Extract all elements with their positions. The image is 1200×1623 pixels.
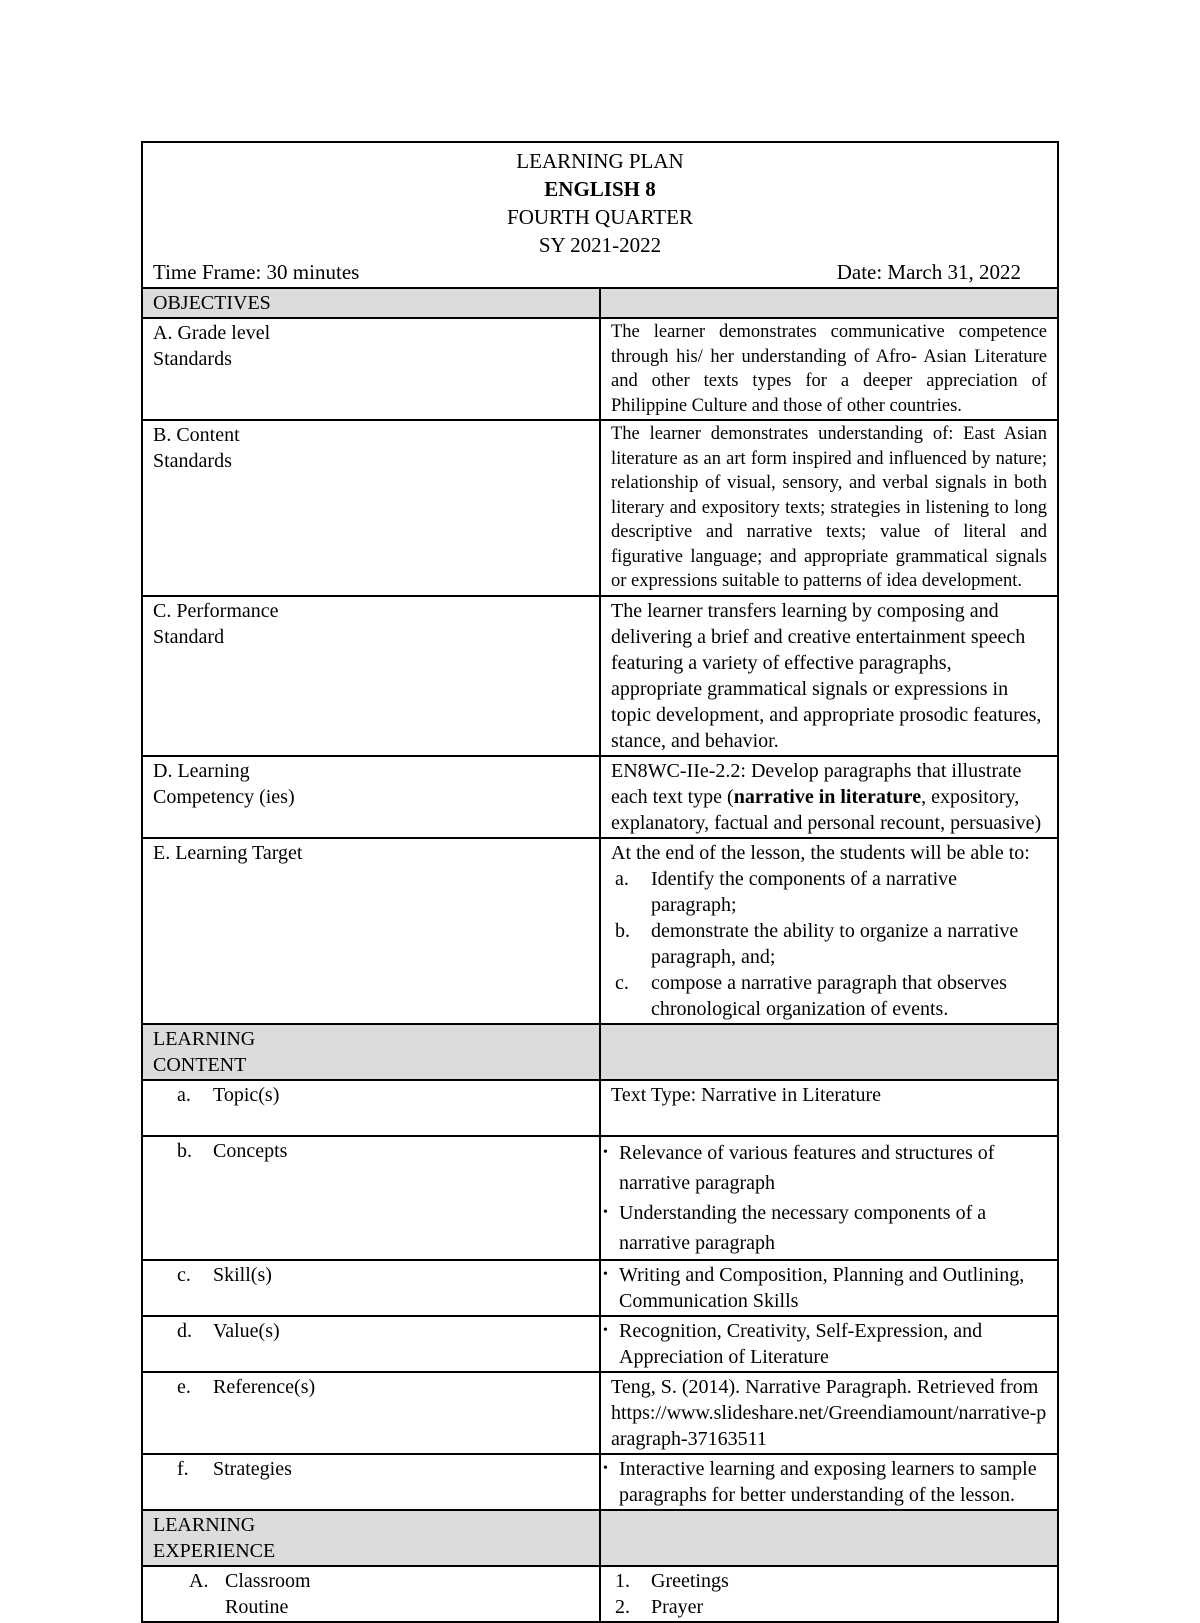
list-item-text: demonstrate the ability to organize a narrative paragraph, and; bbox=[651, 919, 1019, 968]
strategies-row bbox=[142, 1454, 1058, 1510]
values-cell bbox=[600, 1316, 1058, 1372]
learning-competency-row bbox=[142, 756, 1058, 838]
references-label-text: Reference(s) bbox=[213, 1375, 316, 1398]
content-standards-label bbox=[142, 420, 600, 596]
list-item bbox=[603, 1456, 1047, 1508]
learning-experience-heading-blank bbox=[600, 1510, 1058, 1566]
subject-title: ENGLISH 8 bbox=[544, 177, 656, 201]
learning-content-heading-blank bbox=[600, 1024, 1058, 1080]
topic-row bbox=[142, 1080, 1058, 1136]
learning-competency-text bbox=[600, 756, 1058, 838]
school-year: SY 2021-2022 bbox=[538, 233, 662, 257]
learning-target-intro: At the end of the lesson, the students will be able to: bbox=[611, 841, 1030, 864]
list-item-text: Identify the components of a narrative paragraph; bbox=[651, 867, 957, 916]
bullet-icon: • bbox=[603, 1322, 608, 1338]
list-marker: a. bbox=[615, 867, 629, 890]
learning-experience-section-row bbox=[142, 1510, 1058, 1566]
classroom-routine-label-line2: Routine bbox=[225, 1595, 289, 1618]
learning-target-label: E. Learning Target bbox=[142, 838, 600, 1024]
content-standards-text: The learner demonstrates understanding of: East Asian literature as an art form inspired and influenced by nature; relationship of visual, sensory, and verbal signals in both literary and expository texts; strategies in listening to long descriptive and narrative texts; value of literal and figurative language; and appropriate grammatical signals or expressions suitable to patterns of idea development. bbox=[600, 420, 1058, 596]
competency-text-post: , expository, explanatory, factual and personal recount, persuasive) bbox=[611, 785, 1042, 834]
list-item-text: Writing and Composition, Planning and Outlining, Communication Skills bbox=[619, 1263, 1025, 1312]
concepts-label-text: Concepts bbox=[213, 1139, 288, 1162]
learning-experience-heading-line2: EXPERIENCE bbox=[153, 1539, 276, 1562]
list-item-text: Understanding the necessary components of a narrative paragraph bbox=[619, 1201, 987, 1254]
values-list bbox=[603, 1318, 1047, 1370]
header-row bbox=[142, 142, 1058, 288]
list-item bbox=[611, 970, 1047, 1022]
list-item bbox=[603, 1138, 1047, 1198]
competency-label-line2: Competency (ies) bbox=[153, 785, 295, 808]
performance-standard-text: The learner transfers learning by composing and delivering a brief and creative entertainment speech featuring a variety of effective paragraphs, appropriate grammatical signals or expressions in topic development, and appropriate prosodic features, stance, and behavior. bbox=[600, 596, 1058, 756]
list-marker: 2. bbox=[615, 1595, 630, 1618]
learning-content-heading-line2: CONTENT bbox=[153, 1053, 247, 1076]
list-marker: 1. bbox=[615, 1569, 630, 1592]
skills-label bbox=[142, 1260, 600, 1316]
bullet-icon: • bbox=[603, 1144, 608, 1160]
learning-competency-label bbox=[142, 756, 600, 838]
competency-text-pre: EN8WC-IIe-2.2: Develop paragraphs that illustrate each text type ( bbox=[611, 759, 1022, 808]
grade-level-label-line1: A. Grade level bbox=[153, 322, 271, 344]
competency-text-bold: narrative in literature bbox=[733, 785, 922, 808]
concepts-list bbox=[603, 1138, 1047, 1258]
list-item-text: Recognition, Creativity, Self-Expression, and Appreciation of Literature bbox=[619, 1319, 983, 1368]
classroom-routine-label bbox=[142, 1566, 600, 1622]
strategies-marker: f. bbox=[177, 1457, 189, 1480]
strategies-cell bbox=[600, 1454, 1058, 1510]
skills-row bbox=[142, 1260, 1058, 1316]
learning-plan-table bbox=[141, 141, 1059, 1623]
skills-cell bbox=[600, 1260, 1058, 1316]
grade-level-text: The learner demonstrates communicative competence through his/ her understanding of Afro- Asian Literature and other texts types for a deeper appreciation of Philippine Culture and those of other countries. bbox=[600, 318, 1058, 420]
objectives-heading: OBJECTIVES bbox=[142, 288, 600, 318]
list-item-text: Interactive learning and exposing learners to sample paragraphs for better understanding of the lesson. bbox=[619, 1457, 1037, 1506]
list-item bbox=[611, 1594, 1047, 1620]
grade-level-row bbox=[142, 318, 1058, 420]
grade-level-label bbox=[142, 318, 600, 420]
competency-label-line1: D. Learning bbox=[153, 759, 250, 782]
topic-marker: a. bbox=[177, 1083, 191, 1106]
timeframe-row bbox=[153, 259, 1047, 285]
skills-list bbox=[603, 1262, 1047, 1314]
references-marker: e. bbox=[177, 1375, 191, 1398]
bullet-icon: • bbox=[603, 1266, 608, 1282]
list-marker: c. bbox=[615, 971, 629, 994]
performance-label-line2: Standard bbox=[153, 625, 225, 648]
concepts-row bbox=[142, 1136, 1058, 1260]
concepts-cell bbox=[600, 1136, 1058, 1260]
learning-experience-heading bbox=[142, 1510, 600, 1566]
list-item bbox=[611, 866, 1047, 918]
header-cell bbox=[142, 142, 1058, 288]
list-item bbox=[611, 918, 1047, 970]
learning-target-list bbox=[611, 866, 1047, 1022]
topic-text: Text Type: Narrative in Literature bbox=[600, 1080, 1058, 1136]
list-item-text: Prayer bbox=[651, 1595, 704, 1618]
list-item bbox=[603, 1262, 1047, 1314]
references-label bbox=[142, 1372, 600, 1454]
classroom-routine-label-line1 bbox=[189, 1568, 589, 1594]
skills-label-text: Skill(s) bbox=[213, 1263, 272, 1286]
skills-marker: c. bbox=[177, 1263, 191, 1286]
list-marker: b. bbox=[615, 919, 630, 942]
time-frame: Time Frame: 30 minutes bbox=[153, 260, 360, 284]
doc-title: LEARNING PLAN bbox=[516, 149, 684, 173]
performance-standard-row bbox=[142, 596, 1058, 756]
grade-level-label-line2: Standards bbox=[153, 348, 232, 370]
concepts-marker: b. bbox=[177, 1139, 192, 1162]
values-marker: d. bbox=[177, 1319, 192, 1342]
objectives-heading-blank bbox=[600, 288, 1058, 318]
references-row bbox=[142, 1372, 1058, 1454]
learning-experience-heading-line1: LEARNING bbox=[153, 1513, 256, 1536]
list-item bbox=[611, 1568, 1047, 1594]
content-standards-label-line2: Standards bbox=[153, 450, 232, 472]
performance-label-line1: C. Performance bbox=[153, 599, 279, 622]
bullet-icon: • bbox=[603, 1460, 608, 1476]
list-item bbox=[603, 1198, 1047, 1258]
classroom-routine-row bbox=[142, 1566, 1058, 1622]
classroom-routine-list bbox=[611, 1568, 1047, 1620]
routine-marker: A. bbox=[189, 1569, 209, 1592]
learning-plan-document bbox=[141, 141, 1059, 1623]
routine-label-text: Classroom bbox=[225, 1569, 311, 1592]
topic-label-text: Topic(s) bbox=[213, 1083, 280, 1106]
learning-content-heading bbox=[142, 1024, 600, 1080]
strategies-list bbox=[603, 1456, 1047, 1508]
concepts-label bbox=[142, 1136, 600, 1260]
list-item-text: Relevance of various features and structures of narrative paragraph bbox=[619, 1141, 995, 1194]
performance-standard-label bbox=[142, 596, 600, 756]
strategies-label-text: Strategies bbox=[213, 1457, 292, 1480]
classroom-routine-cell bbox=[600, 1566, 1058, 1622]
quarter-title: FOURTH QUARTER bbox=[507, 205, 693, 229]
learning-target-cell bbox=[600, 838, 1058, 1024]
values-label bbox=[142, 1316, 600, 1372]
topic-label bbox=[142, 1080, 600, 1136]
bullet-icon: • bbox=[603, 1204, 608, 1220]
content-standards-label-line1: B. Content bbox=[153, 424, 240, 446]
objectives-section-row bbox=[142, 288, 1058, 318]
strategies-label bbox=[142, 1454, 600, 1510]
learning-content-section-row bbox=[142, 1024, 1058, 1080]
references-text: Teng, S. (2014). Narrative Paragraph. Retrieved from https://www.slideshare.net/Greendiamount/narrative-paragraph-37163511 bbox=[600, 1372, 1058, 1454]
date: Date: March 31, 2022 bbox=[836, 260, 1021, 284]
list-item-text: Greetings bbox=[651, 1569, 729, 1592]
learning-target-row bbox=[142, 838, 1058, 1024]
list-item-text: compose a narrative paragraph that observes chronological organization of events. bbox=[651, 971, 1007, 1020]
learning-content-heading-line1: LEARNING bbox=[153, 1027, 256, 1050]
values-row bbox=[142, 1316, 1058, 1372]
list-item bbox=[603, 1318, 1047, 1370]
content-standards-row bbox=[142, 420, 1058, 596]
values-label-text: Value(s) bbox=[213, 1319, 280, 1342]
